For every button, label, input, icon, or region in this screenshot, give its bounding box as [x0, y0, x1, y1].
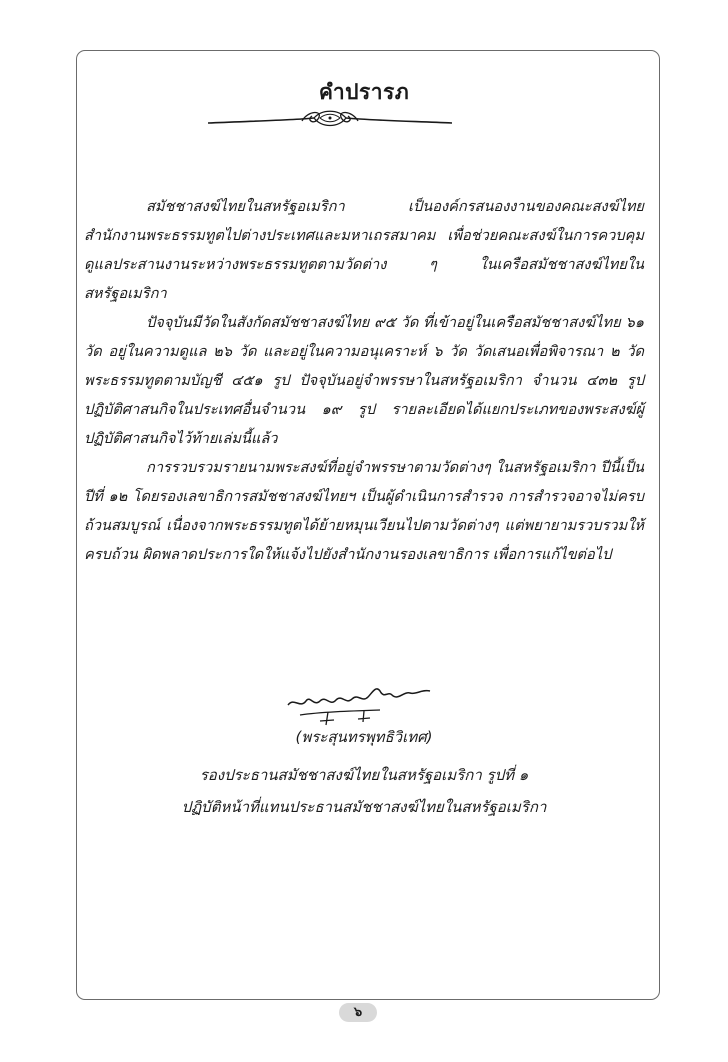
signatory-name: (พระสุนทรพุทธิวิเทศ) [295, 728, 433, 746]
page-number: ๖ [353, 1005, 363, 1020]
scroll-divider-ornament-icon [206, 108, 454, 134]
page-title: คำปรารภ [318, 80, 410, 104]
signatory-title-line-1: รองประธานสมัชชาสงฆ์ไทยในสหรัฐอเมริกา รูปที่ ๑ [199, 766, 529, 784]
foreword-body [84, 192, 644, 569]
paragraph-1: สมัชชาสงฆ์ไทยในสหรัฐอเมริกา เป็นองค์กรสนองงานของคณะสงฆ์ไทย สำนักงานพระธรรมทูตไปต่างประเทศและมหาเถรสมาคม เพื่อช่วยคณะสงฆ์ในการควบคุมดูแลประสานงานระหว่างพระธรรมทูตตามวัดต่าง ๆ ในเครือสมัชชาสงฆ์ไทยในสหรัฐอเมริกา [84, 198, 644, 302]
paragraph-3: การรวบรวมรายนามพระสงฆ์ที่อยู่จำพรรษาตามวัดต่างๆ ในสหรัฐอเมริกา ปีนี้เป็นปีที่ ๑๒ โดยรองเลขาธิการสมัชชาสงฆ์ไทยฯ เป็นผู้ดำเนินการสำรวจ การสำรวจอาจไม่ครบถ้วนสมบูรณ์ เนื่องจากพระธรรมทูตได้ย้ายหมุนเวียนไปตามวัดต่างๆ แต่พยายามรวบรวมให้ครบถ้วน ผิดพลาดประการใดให้แจ้งไปยังสำนักงานรองเลขาธิการ เพื่อการแก้ไขต่อไป [84, 459, 644, 563]
handwritten-signature-icon [280, 681, 440, 731]
paragraph-2: ปัจจุบันมีวัดในสังกัดสมัชชาสงฆ์ไทย ๙๕ วัด ที่เข้าอยู่ในเครือสมัชชาสงฆ์ไทย ๖๑ วัด อยู่ในความดูแล ๒๖ วัด และอยู่ในความอนุเคราะห์ ๖ วัด วัดเสนอเพื่อพิจารณา ๒ วัด พระธรรมทูตตามบัญชี ๔๕๑ รูป ปัจจุบันอยู่จำพรรษาในสหรัฐอเมริกา จำนวน ๔๓๒ รูป ปฏิบัติศาสนกิจในประเทศอื่นจำนวน ๑๙ รูป รายละเอียดได้แยกประเภทของพระสงฆ์ผู้ปฏิบัติศาสนกิจไว้ท้ายเล่มนี้แล้ว [84, 314, 644, 447]
signatory-title-line-2: ปฏิบัติหน้าที่แทนประธานสมัชชาสงฆ์ไทยในสหรัฐอเมริกา [181, 798, 547, 816]
